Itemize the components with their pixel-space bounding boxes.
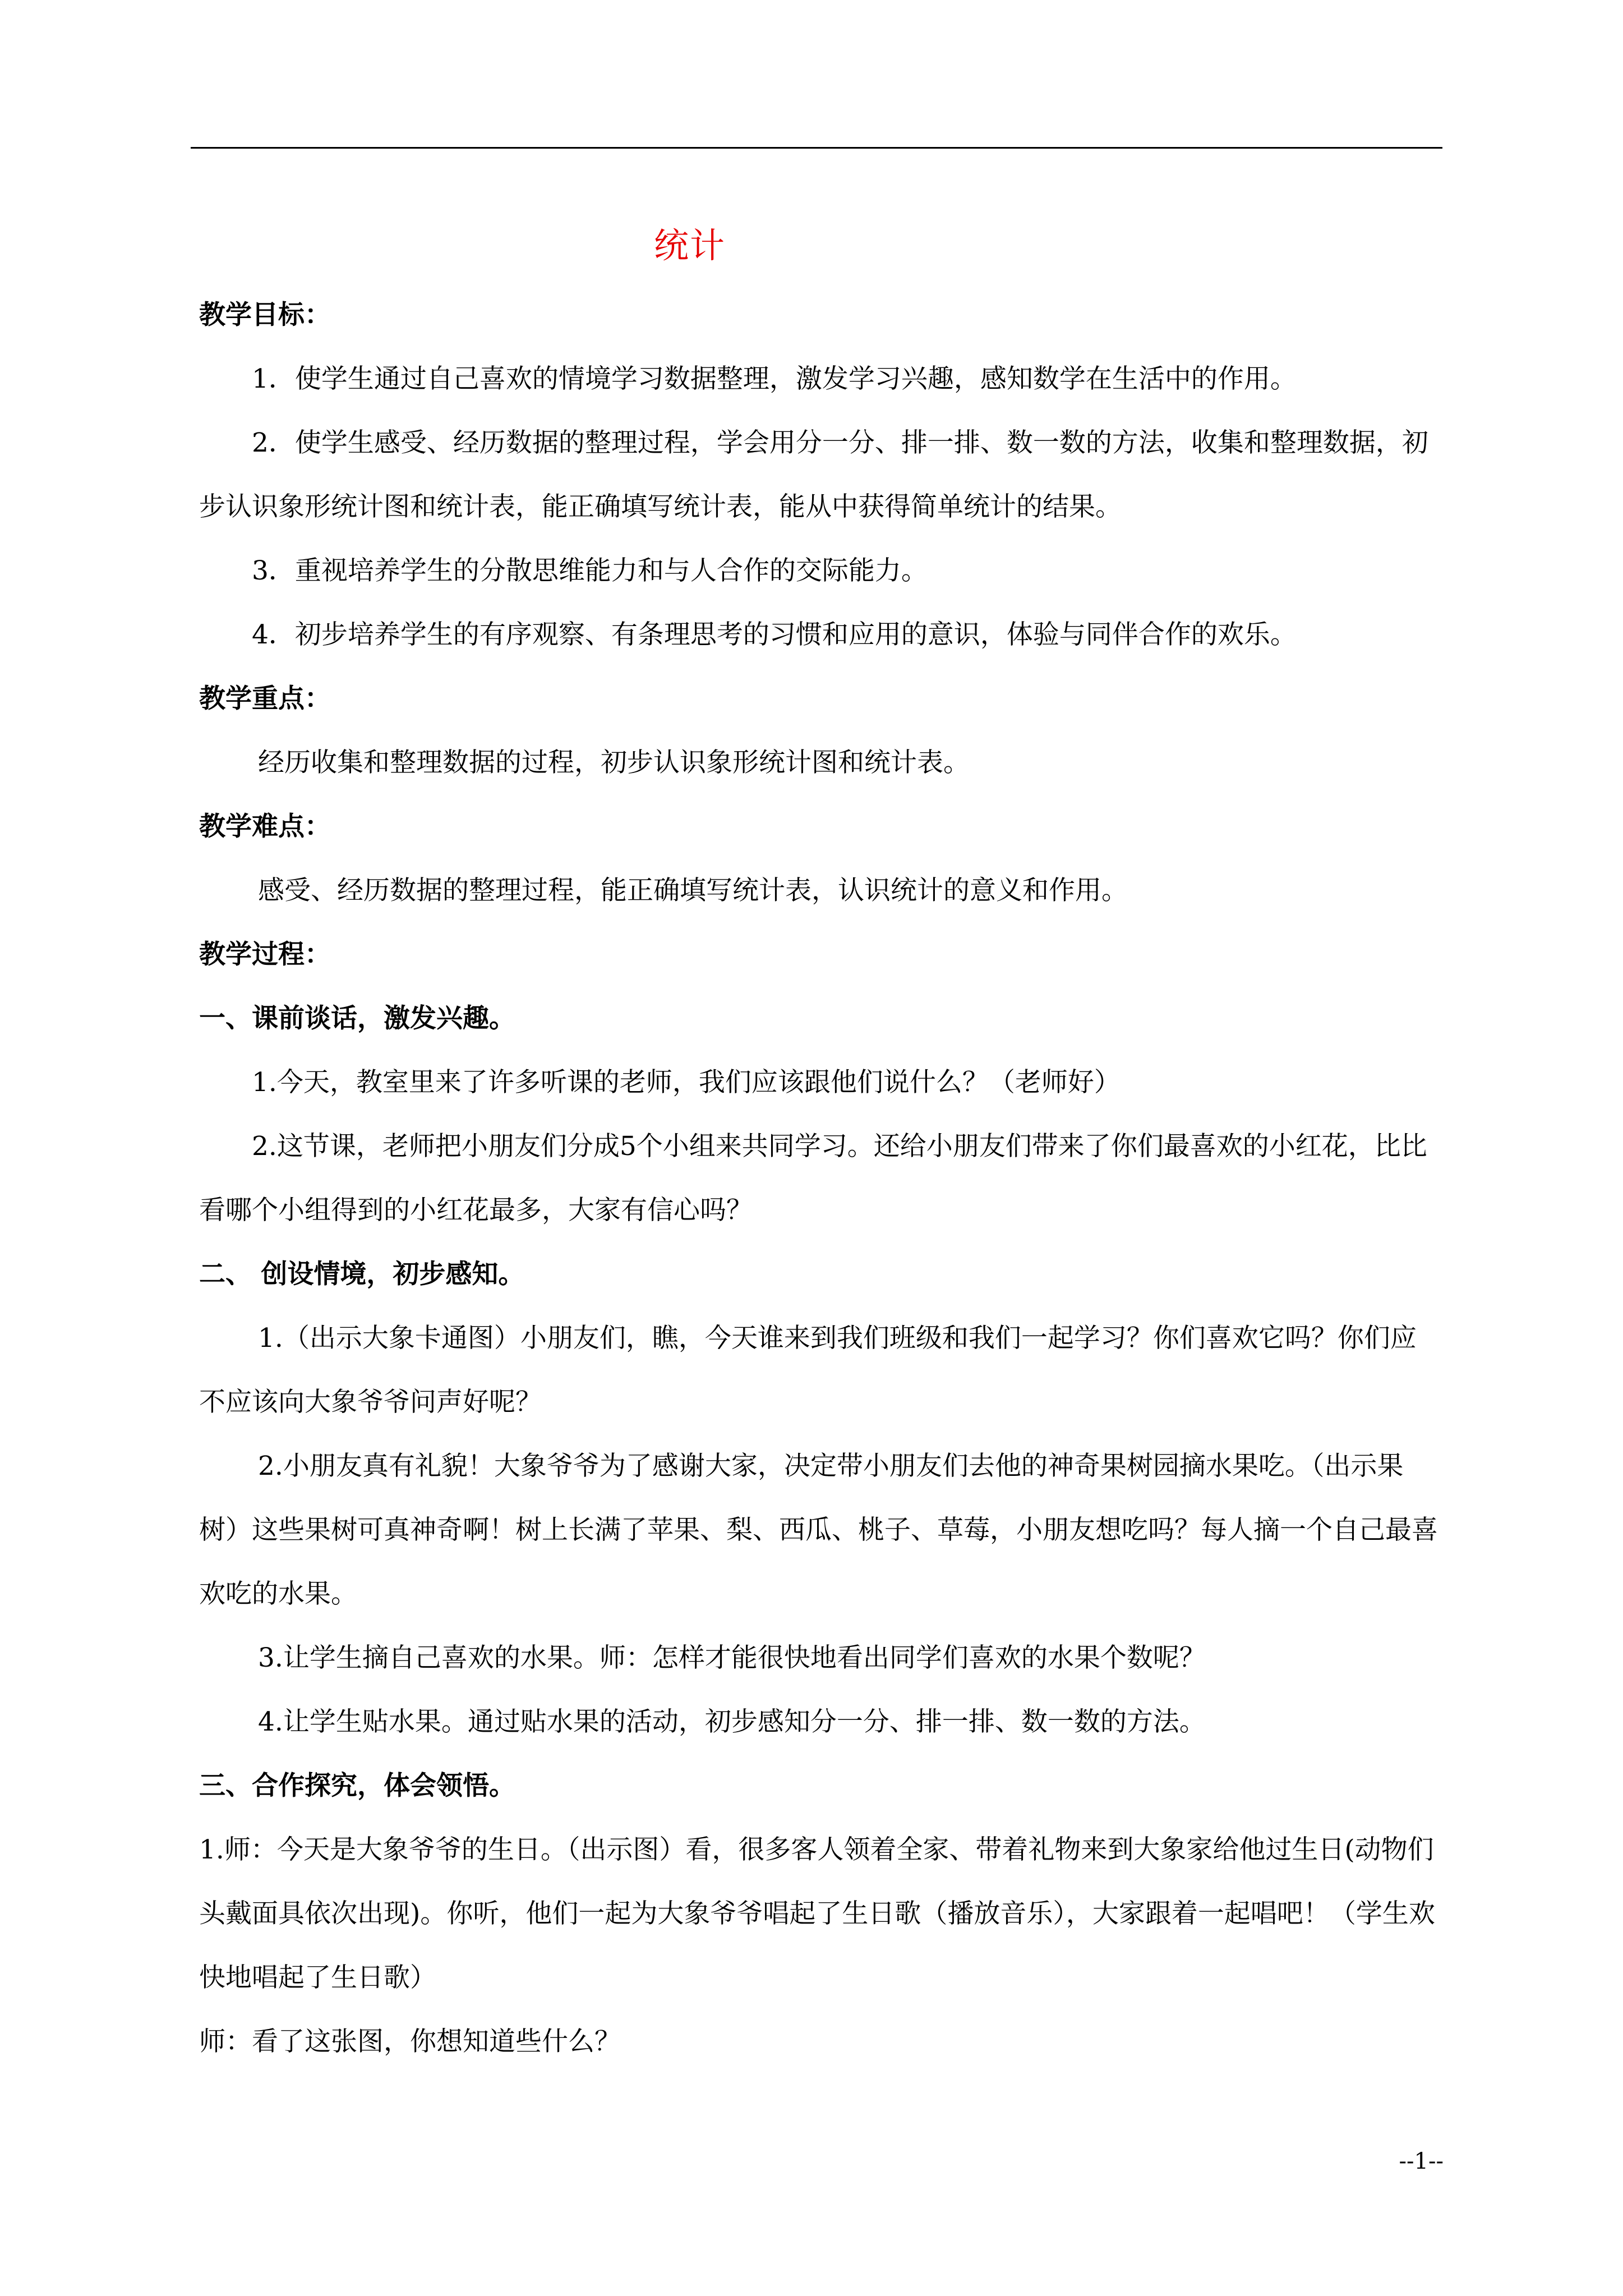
document-body	[199, 283, 1441, 2074]
part2-item: 3.让学生摘自己喜欢的水果。师：怎样才能很快地看出同学们喜欢的水果个数呢？	[258, 1642, 1206, 1673]
part3-item: 1.师：今天是大象爷爷的生日。（出示图）看，很多客人领着全家、带着礼物来到大象家给他过生日(动物们头戴面具依次出现)。你听，他们一起为大象爷爷唱起了生日歌（播放音乐），大家跟着一起唱吧！（学生欢快地唱起了生日歌）	[199, 1834, 1435, 1993]
objective-item: 1．使学生通过自己喜欢的情境学习数据整理，激发学习兴趣，感知数学在生活中的作用。	[252, 364, 1297, 394]
part1-item: 2.这节课，老师把小朋友们分成5个小组来共同学习。还给小朋友们带来了你们最喜欢的小红花，比比看哪个小组得到的小红花最多，大家有信心吗？	[199, 1131, 1427, 1226]
part2-item: 4.让学生贴水果。通过贴水果的活动，初步感知分一分、排一排、数一数的方法。	[258, 1706, 1206, 1737]
part3-item: 师：看了这张图，你想知道些什么？	[199, 2026, 621, 2057]
part1-heading: 一、课前谈话，激发兴趣。	[199, 1003, 515, 1034]
key-points-heading: 教学重点：	[199, 683, 331, 714]
objective-item: 4．初步培养学生的有序观察、有条理思考的习惯和应用的意识，体验与同伴合作的欢乐。	[252, 619, 1297, 650]
difficulty-heading: 教学难点：	[199, 811, 331, 842]
part3-heading: 三、合作探究，体会领悟。	[199, 1770, 515, 1801]
objective-item: 3．重视培养学生的分散思维能力和与人合作的交际能力。	[252, 555, 928, 586]
part2-heading: 二、 创设情境，初步感知。	[199, 1259, 525, 1290]
page-number: --1--	[1399, 2148, 1444, 2174]
process-heading: 教学过程：	[199, 939, 331, 970]
document-title: 统计	[653, 225, 726, 266]
header-rule	[191, 147, 1442, 149]
part2-item: 2.小朋友真有礼貌！大象爷爷为了感谢大家，决定带小朋友们去他的神奇果树园摘水果吃。（出示果树）这些果树可真神奇啊！树上长满了苹果、梨、西瓜、桃子、草莓，小朋友想吃吗？每人摘一个自己最喜欢吃的水果。	[199, 1451, 1438, 1609]
objectives-heading: 教学目标：	[199, 300, 331, 330]
key-points-text: 经历收集和整理数据的过程，初步认识象形统计图和统计表。	[258, 747, 970, 778]
difficulty-text: 感受、经历数据的整理过程，能正确填写统计表，认识统计的意义和作用。	[258, 875, 1128, 906]
part1-item: 1.今天，教室里来了许多听课的老师，我们应该跟他们说什么？（老师好）	[252, 1067, 1121, 1098]
part2-item: 1.（出示大象卡通图）小朋友们，瞧，今天谁来到我们班级和我们一起学习？你们喜欢它吗？你们应不应该向大象爷爷问声好呢？	[199, 1323, 1417, 1418]
objective-item: 2．使学生感受、经历数据的整理过程，学会用分一分、排一排、数一数的方法，收集和整理数据，初步认识象形统计图和统计表，能正确填写统计表，能从中获得简单统计的结果。	[199, 427, 1428, 522]
